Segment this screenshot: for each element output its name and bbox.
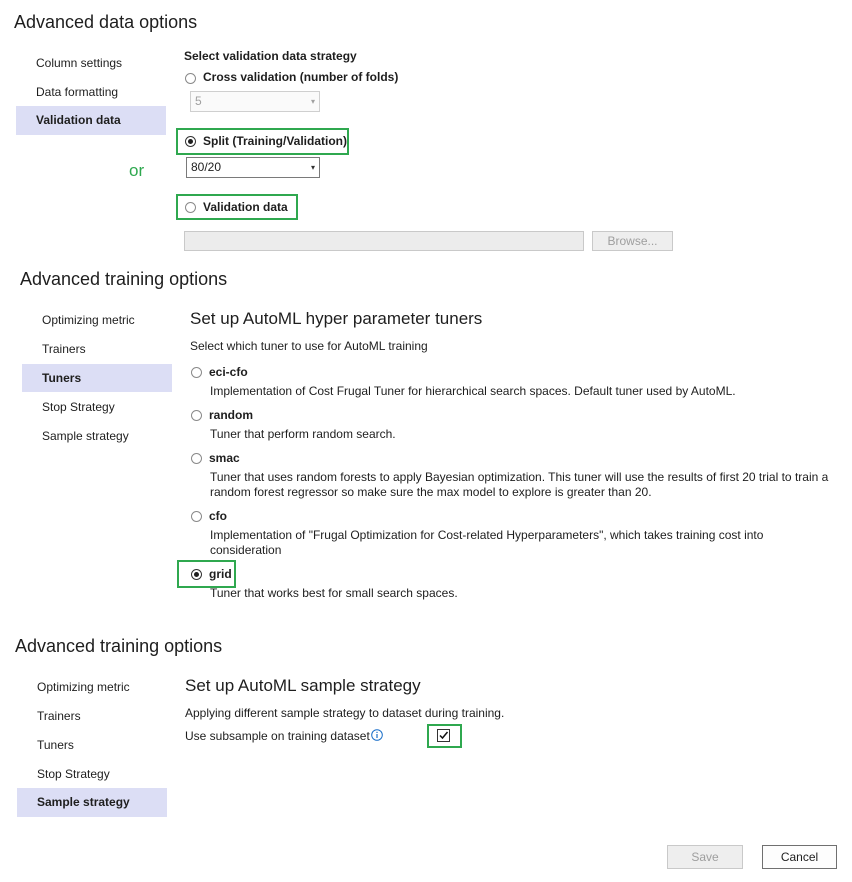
subsample-checkbox[interactable] — [437, 729, 450, 742]
tuner-radio-cfo[interactable] — [191, 511, 202, 522]
save-button[interactable]: Save — [667, 845, 743, 869]
info-icon[interactable] — [371, 729, 383, 741]
split-label: Split (Training/Validation) — [203, 134, 348, 148]
checkmark-icon — [438, 730, 449, 741]
tuner-desc-eci-cfo: Implementation of Cost Frugal Tuner for hierarchical search spaces. Default tuner used by AutoML. — [210, 384, 736, 398]
validation-data-label: Validation data — [203, 200, 288, 214]
validation-file-path-input[interactable] — [184, 231, 584, 251]
tuner-desc-grid: Tuner that works best for small search spaces. — [210, 586, 458, 600]
cancel-button[interactable]: Cancel — [762, 845, 837, 869]
folds-dropdown[interactable] — [190, 91, 320, 112]
tuner-desc-random: Tuner that perform random search. — [210, 427, 396, 441]
nav-item-sample-strategy[interactable]: Sample strategy — [17, 788, 167, 817]
tuner-name-smac: smac — [209, 451, 240, 465]
nav-item-stop-strategy[interactable]: Stop Strategy — [37, 767, 110, 781]
nav-item-stop-strategy[interactable]: Stop Strategy — [42, 400, 115, 414]
cross-validation-radio[interactable] — [185, 73, 196, 84]
tuner-radio-grid[interactable] — [191, 569, 202, 580]
tuner-name-grid: grid — [209, 567, 232, 581]
tuner-name-random: random — [209, 408, 254, 422]
strategy-title: Select validation data strategy — [184, 49, 357, 63]
tuner-desc-smac: Tuner that uses random forests to apply Bayesian optimization. This tuner will use the results of first 20 trial to train a random forest regressor so make sure the max model to explore is greater than 20. — [210, 470, 829, 499]
browse-button[interactable]: Browse... — [592, 231, 673, 251]
tuner-name-eci-cfo: eci-cfo — [209, 365, 248, 379]
tuner-radio-eci-cfo[interactable] — [191, 367, 202, 378]
split-ratio-value: 80/20 — [191, 160, 222, 174]
tuners-subtitle: Select which tuner to use for AutoML training — [190, 339, 428, 353]
nav-item-column-settings[interactable]: Column settings — [36, 56, 123, 70]
or-label: or — [129, 161, 145, 180]
section-title-training-options-sample: Advanced training options — [15, 636, 223, 656]
validation-data-radio[interactable] — [185, 202, 196, 213]
cross-validation-label: Cross validation (number of folds) — [203, 70, 399, 84]
tuner-radio-smac[interactable] — [191, 453, 202, 464]
nav-item-sample-strategy[interactable]: Sample strategy — [42, 429, 129, 443]
sample-strategy-heading: Set up AutoML sample strategy — [185, 676, 421, 695]
nav-item-validation-data[interactable]: Validation data — [16, 106, 166, 135]
chevron-down-icon: ▾ — [310, 163, 315, 172]
folds-value: 5 — [195, 94, 202, 108]
section-title-data-options: Advanced data options — [14, 12, 198, 32]
tuner-desc-cfo: Implementation of "Frugal Optimization for Cost-related Hyperparameters", which takes training cost into consideration — [210, 528, 764, 557]
split-radio[interactable] — [185, 136, 196, 147]
nav-item-tuners[interactable]: Tuners — [22, 364, 172, 392]
nav-item-tuners[interactable]: Tuners — [37, 738, 74, 752]
tuner-name-cfo: cfo — [209, 509, 227, 523]
chevron-down-icon: ▾ — [310, 97, 315, 106]
nav-item-trainers[interactable]: Trainers — [42, 342, 86, 356]
split-ratio-dropdown[interactable] — [186, 157, 320, 178]
nav-item-trainers[interactable]: Trainers — [37, 709, 81, 723]
tuner-radio-random[interactable] — [191, 410, 202, 421]
sample-strategy-subtitle: Applying different sample strategy to dataset during training. — [185, 706, 505, 720]
nav-item-optimizing-metric[interactable]: Optimizing metric — [37, 680, 130, 694]
section-title-training-options: Advanced training options — [20, 269, 228, 289]
nav-item-optimizing-metric[interactable]: Optimizing metric — [42, 313, 135, 327]
nav-item-data-formatting[interactable]: Data formatting — [36, 85, 119, 99]
tuners-heading: Set up AutoML hyper parameter tuners — [190, 309, 483, 328]
subsample-label: Use subsample on training dataset — [185, 729, 370, 743]
